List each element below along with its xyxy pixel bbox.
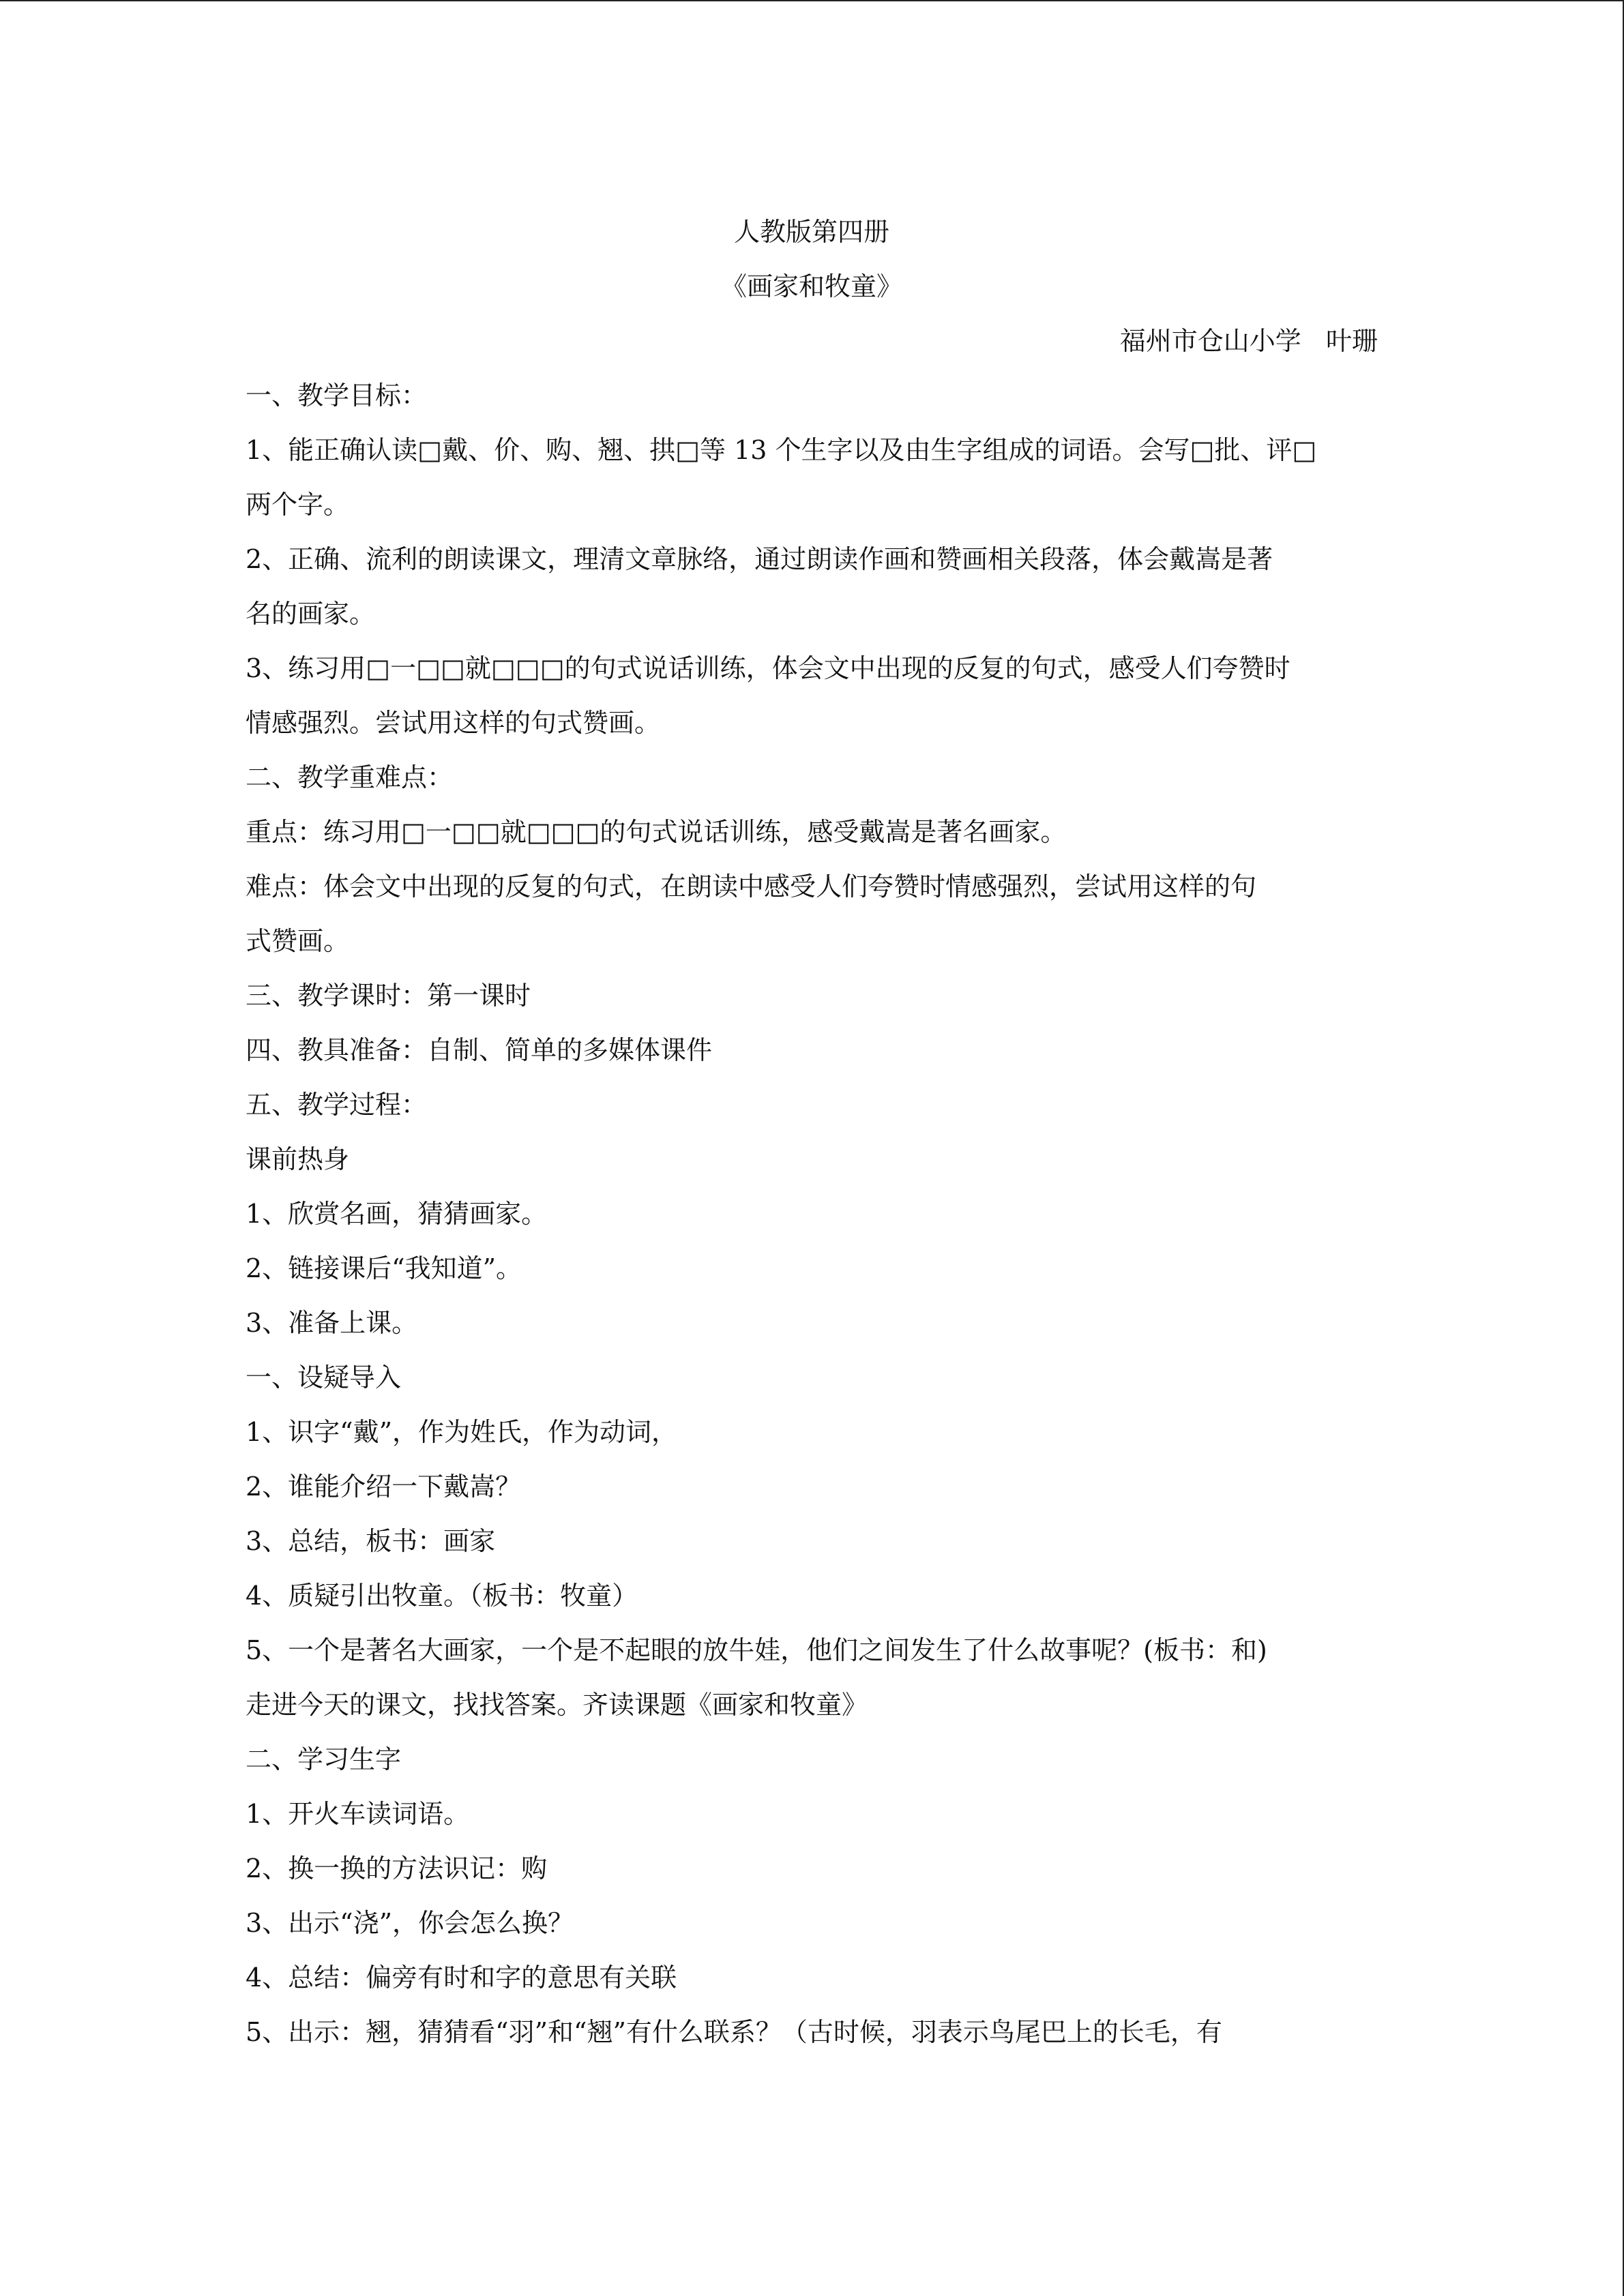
text-line: 1、欣赏名画，猜猜画家。 — [246, 1199, 548, 1229]
text-line: 式赞画。 — [246, 926, 350, 956]
text-line: 1、能正确认读□戴、价、购、翘、拱□等 13 个生字以及由生字组成的词语。会写□批、评□ — [246, 435, 1317, 465]
text-line: 2、换一换的方法识记：购 — [246, 1853, 548, 1883]
text-line: 4、总结：偏旁有时和字的意思有关联 — [246, 1963, 677, 1993]
text-line: 三、教学课时：第一课时 — [246, 981, 531, 1011]
text-line: 1、开火车读词语。 — [246, 1799, 470, 1829]
text-line: 名的画家。 — [246, 599, 376, 629]
text-line: 两个字。 — [246, 490, 350, 520]
text-line: 3、练习用□一□□就□□□的句式说话训练，体会文中出现的反复的句式，感受人们夸赞时 — [246, 653, 1290, 683]
text-line: 4、质疑引出牧童。（板书：牧童） — [246, 1581, 638, 1611]
document-author: 福州市仓山小学 叶珊 — [1119, 326, 1378, 356]
text-line: 3、准备上课。 — [246, 1308, 418, 1338]
text-line: 走进今天的课文，找找答案。齐读课题《画家和牧童》 — [246, 1690, 868, 1720]
text-line: 3、总结，板书：画家 — [246, 1526, 496, 1556]
text-line: 情感强烈。尝试用这样的句式赞画。 — [246, 708, 661, 738]
text-line: 四、教具准备：自制、简单的多媒体课件 — [246, 1035, 713, 1065]
text-line: 重点：练习用□一□□就□□□的句式说话训练，感受戴嵩是著名画家。 — [246, 817, 1067, 847]
document-header: 人教版第四册 — [733, 217, 889, 247]
text-line: 2、正确、流利的朗读课文，理清文章脉络，通过朗读作画和赞画相关段落，体会戴嵩是著 — [246, 544, 1273, 574]
document-title: 《画家和牧童》 — [720, 271, 902, 301]
text-line: 二、教学重难点： — [246, 762, 454, 792]
text-line: 一、设疑导入 — [246, 1362, 402, 1392]
text-line: 课前热身 — [246, 1144, 350, 1174]
text-line: 1、识字“戴”，作为姓氏，作为动词， — [246, 1417, 678, 1447]
text-line: 5、一个是著名大画家，一个是不起眼的放牛娃，他们之间发生了什么故事呢？(板书：和) — [246, 1635, 1267, 1665]
text-line: 五、教学过程： — [246, 1090, 428, 1120]
text-line: 5、出示：翘，猜猜看“羽”和“翘”有什么联系？（古时候，羽表示鸟尾巴上的长毛，有 — [246, 2017, 1222, 2047]
text-line: 二、学习生字 — [246, 1744, 402, 1774]
text-line: 2、谁能介绍一下戴嵩？ — [246, 1472, 522, 1502]
document-body — [246, 205, 1378, 2059]
text-line: 一、教学目标： — [246, 381, 428, 411]
text-line: 3、出示“浇”，你会怎么换？ — [246, 1908, 574, 1938]
text-line: 2、链接课后“我知道”。 — [246, 1253, 522, 1283]
text-line: 难点：体会文中出现的反复的句式，在朗读中感受人们夸赞时情感强烈，尝试用这样的句 — [246, 871, 1257, 901]
